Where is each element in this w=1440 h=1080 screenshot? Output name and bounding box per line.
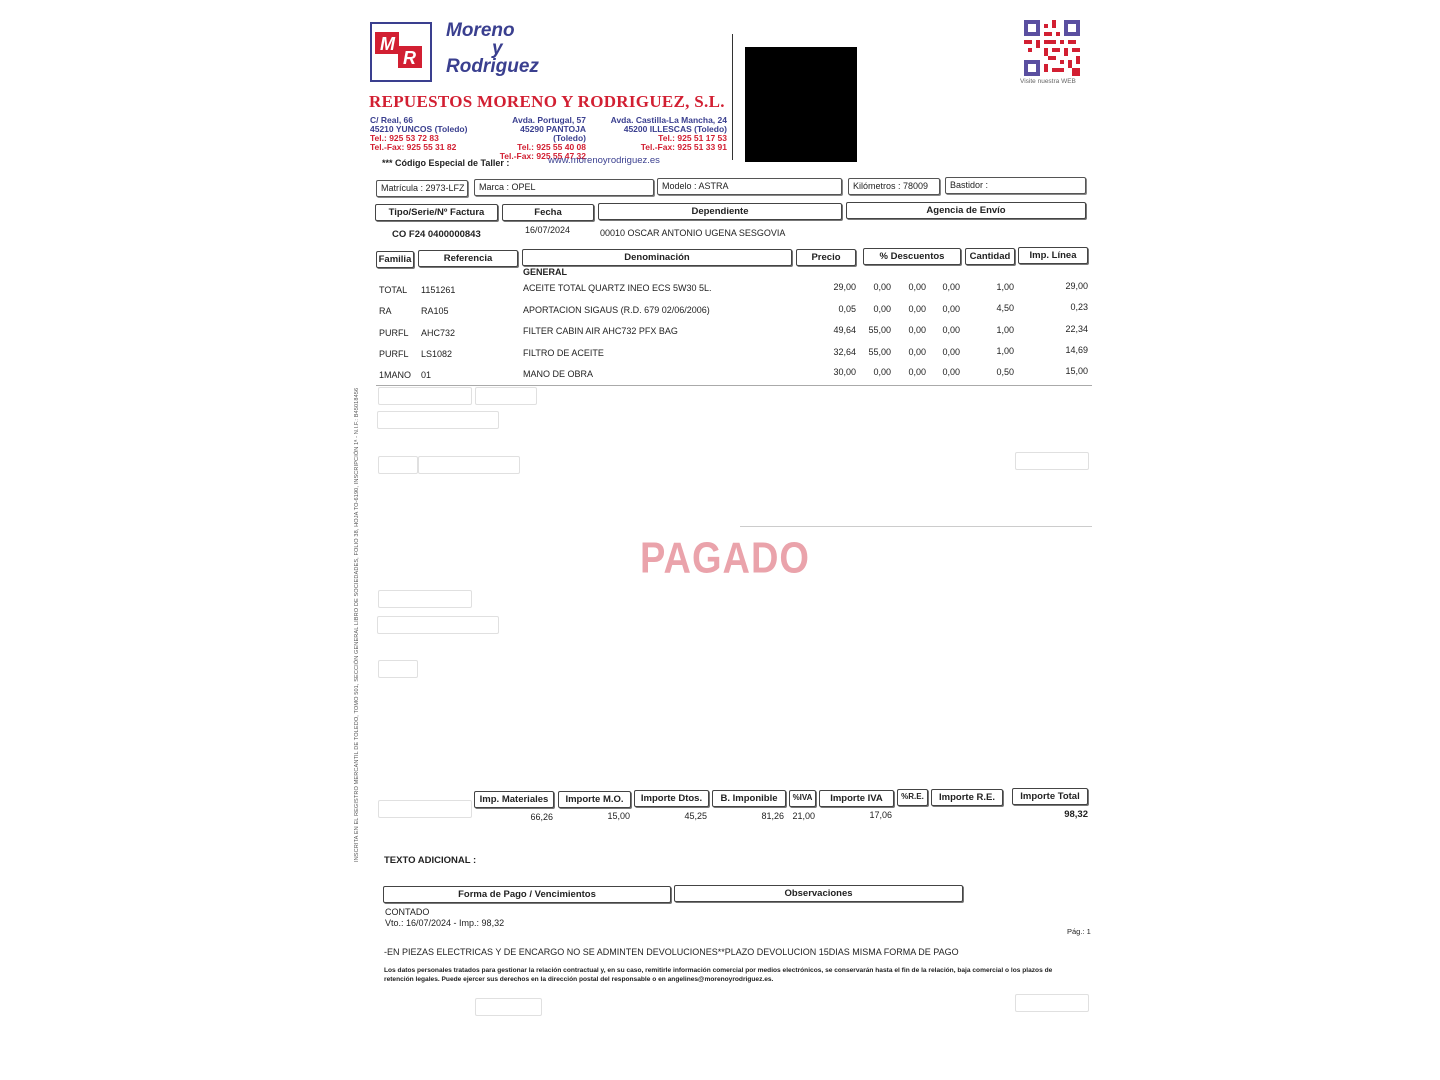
cantidad-header: Cantidad [965,248,1015,265]
line-importe: 0,23 [1070,302,1088,312]
invoice-page [354,0,1105,1080]
ghost-box [1015,452,1089,470]
ghost-box [475,998,542,1016]
importe-total-header: Importe Total [1012,788,1088,805]
store-2-city: 45290 PANTOJA (Toledo) [520,124,586,143]
invoice-date: 16/07/2024 [525,225,571,235]
line-precio: 29,00 [833,282,856,292]
store-1-tel: Tel.: 925 53 72 83 [370,133,439,143]
company-logo [370,22,432,82]
special-code-label: *** Código Especial de Taller : [382,158,510,168]
line-denominacion: FILTER CABIN AIR AHC732 PFX BAG [523,326,678,336]
store-2-tel: Tel.: 925 55 40 08 [517,142,586,152]
line-importe: 15,00 [1065,366,1088,376]
descuentos-header: % Descuentos [863,248,961,265]
line-familia: RA [379,306,392,316]
modelo-field: Modelo : ASTRA [657,178,842,195]
re-pct-header: %R.E. [897,789,928,806]
store-2-addr: Avda. Portugal, 57 [512,115,586,125]
referencia-header: Referencia [418,250,518,267]
line-dto3: 0,00 [942,367,960,377]
line-denominacion: APORTACION SIGAUS (R.D. 679 02/06/2006) [523,305,710,315]
privacy-notice [384,966,1092,984]
line-dto2: 0,00 [908,282,926,292]
matricula-field: Matrícula : 2973-LFZ [376,180,468,197]
store-3-tel: Tel.: 925 51 17 53 [658,133,727,143]
registry-side-text: INSCRITA EN EL REGISTRO MERCANTIL DE TOLEDO, TOMO 501, SECCIÓN GENERAL LIBRO DE SOCIEDADES, FOLIO 38, HOJA TO-6190, INSCRIPCIÓN 1ª - N.I.F.: B45018456 [354,387,360,862]
line-dto3: 0,00 [942,325,960,335]
line-dto1: 55,00 [868,325,891,335]
company-web[interactable]: www.morenoyrodriguez.es [548,155,660,166]
line-dto2: 0,00 [908,367,926,377]
forma-pago-header: Forma de Pago / Vencimientos [383,886,671,903]
line-familia: PURFL [379,328,409,338]
denominacion-header: Denominación [522,249,792,266]
line-importe: 14,69 [1065,345,1088,355]
ghost-box [378,590,472,608]
lines-separator [376,385,1092,386]
imp-materiales-header: Imp. Materiales [474,791,554,808]
line-cantidad: 1,00 [996,282,1014,292]
total-iva-pct: 21,00 [792,811,815,821]
logo-word-2: y [492,38,503,59]
kilometros-field: Kilómetros : 78009 [848,178,940,195]
line-dto2: 0,00 [908,347,926,357]
total-dtos: 45,25 [684,811,707,821]
total-materiales: 66,26 [530,812,553,822]
total-iva: 17,06 [869,810,892,820]
line-cantidad: 1,00 [996,346,1014,356]
line-referencia: 01 [421,370,432,380]
line-cantidad: 0,50 [996,367,1014,377]
payment-due: Vto.: 16/07/2024 - Imp.: 98,32 [385,918,505,928]
line-precio: 0,05 [838,304,856,314]
line-precio: 30,00 [833,367,856,377]
line-denominacion: MANO DE OBRA [523,369,594,379]
logo-word-1: Moreno [446,20,515,41]
redacted-block [745,47,857,162]
tipo-serie-header: Tipo/Serie/Nº Factura [375,204,498,221]
returns-note: -EN PIEZAS ELECTRICAS Y DE ENCARGO NO SE ADMINTEN DEVOLUCIONES**PLAZO DEVOLUCION 15DIAS MISMA FORMA DE PAGO [384,947,959,957]
importe-mo-header: Importe M.O. [558,791,631,808]
line-familia: TOTAL [379,285,408,295]
store-1-city: 45210 YUNCOS (Toledo) [370,124,468,134]
logo-mark-icon [372,24,430,80]
privacy-line-1: Los datos personales tratados para gestionar la relación contractual y, en su caso, remitirle información comercial por medios electrónicos, se conservarán hasta el fin de la relación, baja comercial o los plazos de [384,967,1053,974]
store-1-addr: C/ Real, 66 [370,115,413,125]
line-dto1: 0,00 [873,304,891,314]
store-3-city: 45200 ILLESCAS (Toledo) [623,124,727,134]
texto-adicional-label: TEXTO ADICIONAL : [384,855,477,866]
observaciones-header: Observaciones [674,885,963,902]
line-referencia: AHC732 [421,328,456,338]
store-1-fax: Tel.-Fax: 925 55 31 82 [370,142,457,152]
company-name: REPUESTOS MORENO Y RODRIGUEZ, S.L. [369,92,725,111]
ghost-box [1015,994,1089,1012]
line-referencia: LS1082 [421,349,453,359]
total-importe: 98,32 [1064,809,1088,820]
line-dto1: 55,00 [868,347,891,357]
header-divider [732,34,733,160]
line-denominacion: ACEITE TOTAL QUARTZ INEO ECS 5W30 5L. [523,283,712,293]
line-cantidad: 4,50 [996,303,1014,313]
importe-iva-header: Importe IVA [819,790,894,807]
svg-text:R: R [403,48,416,68]
qr-caption: Visite nuestra WEB [1020,78,1076,85]
privacy-line-2: retención legales. Puede ejercer sus derechos en la dirección postal del responsable o en angelines@morenoyrodriguez.es. [384,976,774,983]
ghost-box [378,387,472,405]
line-precio: 32,64 [833,347,856,357]
marca-field: Marca : OPEL [474,179,654,196]
line-familia: PURFL [379,349,409,359]
store-3-fax: Tel.-Fax: 925 51 33 91 [640,142,727,152]
precio-header: Precio [796,249,856,266]
store-1 [370,116,467,152]
line-cantidad: 1,00 [996,325,1014,335]
ghost-box [418,456,520,474]
ghost-line [740,526,1092,527]
total-mo: 15,00 [607,811,630,821]
group-label: GENERAL [523,267,568,277]
line-dto3: 0,00 [942,347,960,357]
line-dto2: 0,00 [908,304,926,314]
page-number: Pág.: 1 [1067,927,1091,936]
line-precio: 49,64 [833,325,856,335]
importe-dtos-header: Importe Dtos. [634,790,709,807]
line-familia: 1MANO [379,370,412,380]
imp-linea-header: Imp. Línea [1018,247,1088,264]
fecha-header: Fecha [502,204,594,221]
familia-header: Familia [376,251,414,268]
store-3-addr: Avda. Castilla-La Mancha, 24 [610,115,727,125]
line-importe: 29,00 [1065,281,1088,291]
svg-text:M: M [380,34,395,54]
invoice-number: CO F24 0400000843 [392,229,481,240]
logo-word-3: Rodriguez [446,56,539,77]
ghost-box [378,800,472,818]
ghost-box [377,411,499,429]
logo-wordmark [446,22,539,76]
b-imponible-header: B. Imponible [712,790,786,807]
qr-code[interactable] [1024,20,1080,76]
line-dto1: 0,00 [873,367,891,377]
ghost-box [377,616,499,634]
invoice-clerk: 00010 OSCAR ANTONIO UGENA SESGOVIA [600,228,786,238]
agencia-header: Agencia de Envío [846,202,1086,219]
importe-re-header: Importe R.E. [931,789,1003,806]
line-referencia: 1151261 [421,285,456,295]
line-dto3: 0,00 [942,282,960,292]
ghost-box [378,660,418,678]
ghost-box [475,387,537,405]
line-referencia: RA105 [421,306,449,316]
line-dto2: 0,00 [908,325,926,335]
store-2-fax: Tel.-Fax: 925 55 47 32 [499,151,586,161]
qr-code-icon [1024,20,1080,76]
paid-stamp: PAGADO [640,534,810,584]
dependiente-header: Dependiente [598,203,842,220]
bastidor-field: Bastidor : [945,177,1086,194]
line-denominacion: FILTRO DE ACEITE [523,348,604,358]
iva-pct-header: %IVA [789,790,816,807]
store-3 [596,116,727,152]
total-base: 81,26 [761,811,784,821]
line-dto3: 0,00 [942,304,960,314]
payment-method: CONTADO [385,907,430,917]
ghost-box [378,456,418,474]
line-dto1: 0,00 [873,282,891,292]
line-importe: 22,34 [1065,324,1088,334]
